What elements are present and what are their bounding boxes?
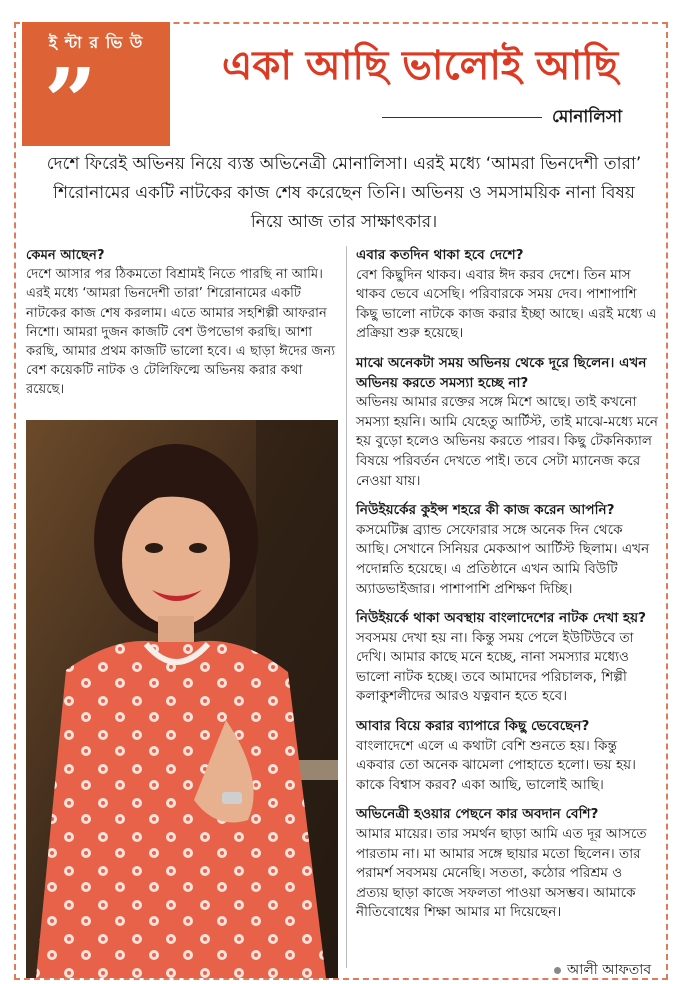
author-name: আলী আফতাব xyxy=(567,962,652,978)
byline: মোনালিসা xyxy=(552,107,623,127)
author-credit xyxy=(554,958,651,982)
answer: কসমেটিক্স ব্র্যান্ড সেফোরার সঙ্গে অনেক দিন থেকে আছি। সেখানে সিনিয়র মেকআপ আর্টিস্ট ছিলাম। এখন পদোন্নতি হয়েছে। এ প্রতিষ্ঠানে এখন আমি বিউটি অ্যাডভাইজার। পাশাপাশি প্রশিক্ষণ দিচ্ছি। xyxy=(356,521,650,597)
portrait-photo xyxy=(26,420,338,978)
answer: বেশ কিছুদিন থাকব। এবার ঈদ করব দেশে। তিন মাস থাকব ভেবে এসেছি। পরিবারকে সময় দেব। পাশাপাশি কিছু ভালো নাটকে কাজ করার ইচ্ছা আছে। এরই মধ্যে এ প্রক্রিয়া শুরু হয়েছে। xyxy=(356,266,657,342)
answer: অভিনয় আমার রক্তের সঙ্গে মিশে আছে। তাই কখনো সমস্যা হয়নি। আমি যেহেতু আর্টিস্ট, তাই মাঝে-মধ্যে মনে হয় বুড়ো হলেও অভিনয় করতে পারব। কিছু টেকনিক্যাল বিষয়ে পরিবর্তন দেখতে পাই। তবে সেটা ম্যানেজ করে নেওয়া যায়। xyxy=(356,394,658,489)
column-divider xyxy=(346,246,347,968)
answer: সবসময় দেখা হয় না। কিন্তু সময় পেলে ইউটিউবে তা দেখি। আমার কাছে মনে হচ্ছে, নানা সমস্যার মধ্যেও ভালো নাটক হচ্ছে। তবে আমাদের পরিচালক, শিল্পী কলাকুশলীদের আরও যত্নবান হতে হবে। xyxy=(356,629,634,705)
question: আবার বিয়ে করার ব্যাপারে কিছু ভেবেছেন? xyxy=(356,718,590,735)
answer: দেশে আসার পর ঠিকমতো বিশ্রামই নিতে পারছি না আমি। এরই মধ্যে ‘আমরা ভিনদেশী তারা’ শিরোনামের একটি নাটকের কাজ শেষ করলাম। এতে আমার সহশিল্পী আফরান নিশো। আমরা দুজন কাজটি বেশ উপভোগ করছি। আশা করছি, আমার প্রথম কাজটি ভালো হবে। এ ছাড়া ঈদের জন্য বেশ কয়েকটি নাটক ও টেলিফিল্মে অভিনয় করার কথা রয়েছে। xyxy=(26,267,336,398)
question: মাঝে অনেকটা সময় অভিনয় থেকে দূরে ছিলেন। এখন অভিনয় করতে সমস্যা হচ্ছে না? xyxy=(356,354,647,391)
intro-paragraph: দেশে ফিরেই অভিনয় নিয়ে ব্যস্ত অভিনেত্রী মোনালিসা। এরই মধ্যে ‘আমরা ভিনদেশী তারা’ শিরোনামের একটি নাটকের কাজ শেষ করেছেন তিনি। অভিনয় ও সমসাময়িক নানা বিষয় নিয়ে আজ তার সাক্ষাৎকার। xyxy=(46,154,642,232)
question: নিউইয়র্কের কুইন্স শহরে কী কাজ করেন আপনি? xyxy=(356,502,615,519)
headline: একা আছি ভালোই আছি xyxy=(221,43,619,89)
left-column xyxy=(26,246,336,410)
quote-mark-icon: ” xyxy=(44,48,97,156)
byline-rule xyxy=(382,117,542,118)
question: কেমন আছেন? xyxy=(26,248,105,263)
right-column xyxy=(356,246,658,933)
interview-badge xyxy=(22,22,170,156)
bullet-icon xyxy=(554,967,561,974)
answer: বাংলাদেশে এলে এ কথাটা বেশি শুনতে হয়। কিন্তু একবার তো অনেক ঝামেলা পোহাতে হলো। ভয় হয়। কাকে বিশ্বাস করব? একা আছি, ভালোই আছি। xyxy=(356,737,637,793)
badge-label: ই ন্টা র ভি উ xyxy=(48,33,144,52)
question: অভিনেত্রী হওয়ার পেছনে কার অবদান বেশি? xyxy=(356,806,599,823)
question: নিউইয়র্কে থাকা অবস্থায় বাংলাদেশের নাটক দেখা হয়? xyxy=(356,610,647,627)
answer: আমার মায়ের। তার সমর্থন ছাড়া আমি এত দূর আসতে পারতাম না। মা আমার সঙ্গে ছায়ার মতো ছিলেন। তার পরামর্শ সবসময় মেনেছি। সততা, কঠোর পরিশ্রম ও প্রত্যয় ছাড়া কাজে সফলতা পাওয়া অসম্ভব। আমাকে নীতিবোধের শিক্ষা আমার মা দিয়েছেন। xyxy=(356,826,647,921)
question: এবার কতদিন থাকা হবে দেশে? xyxy=(356,247,524,263)
